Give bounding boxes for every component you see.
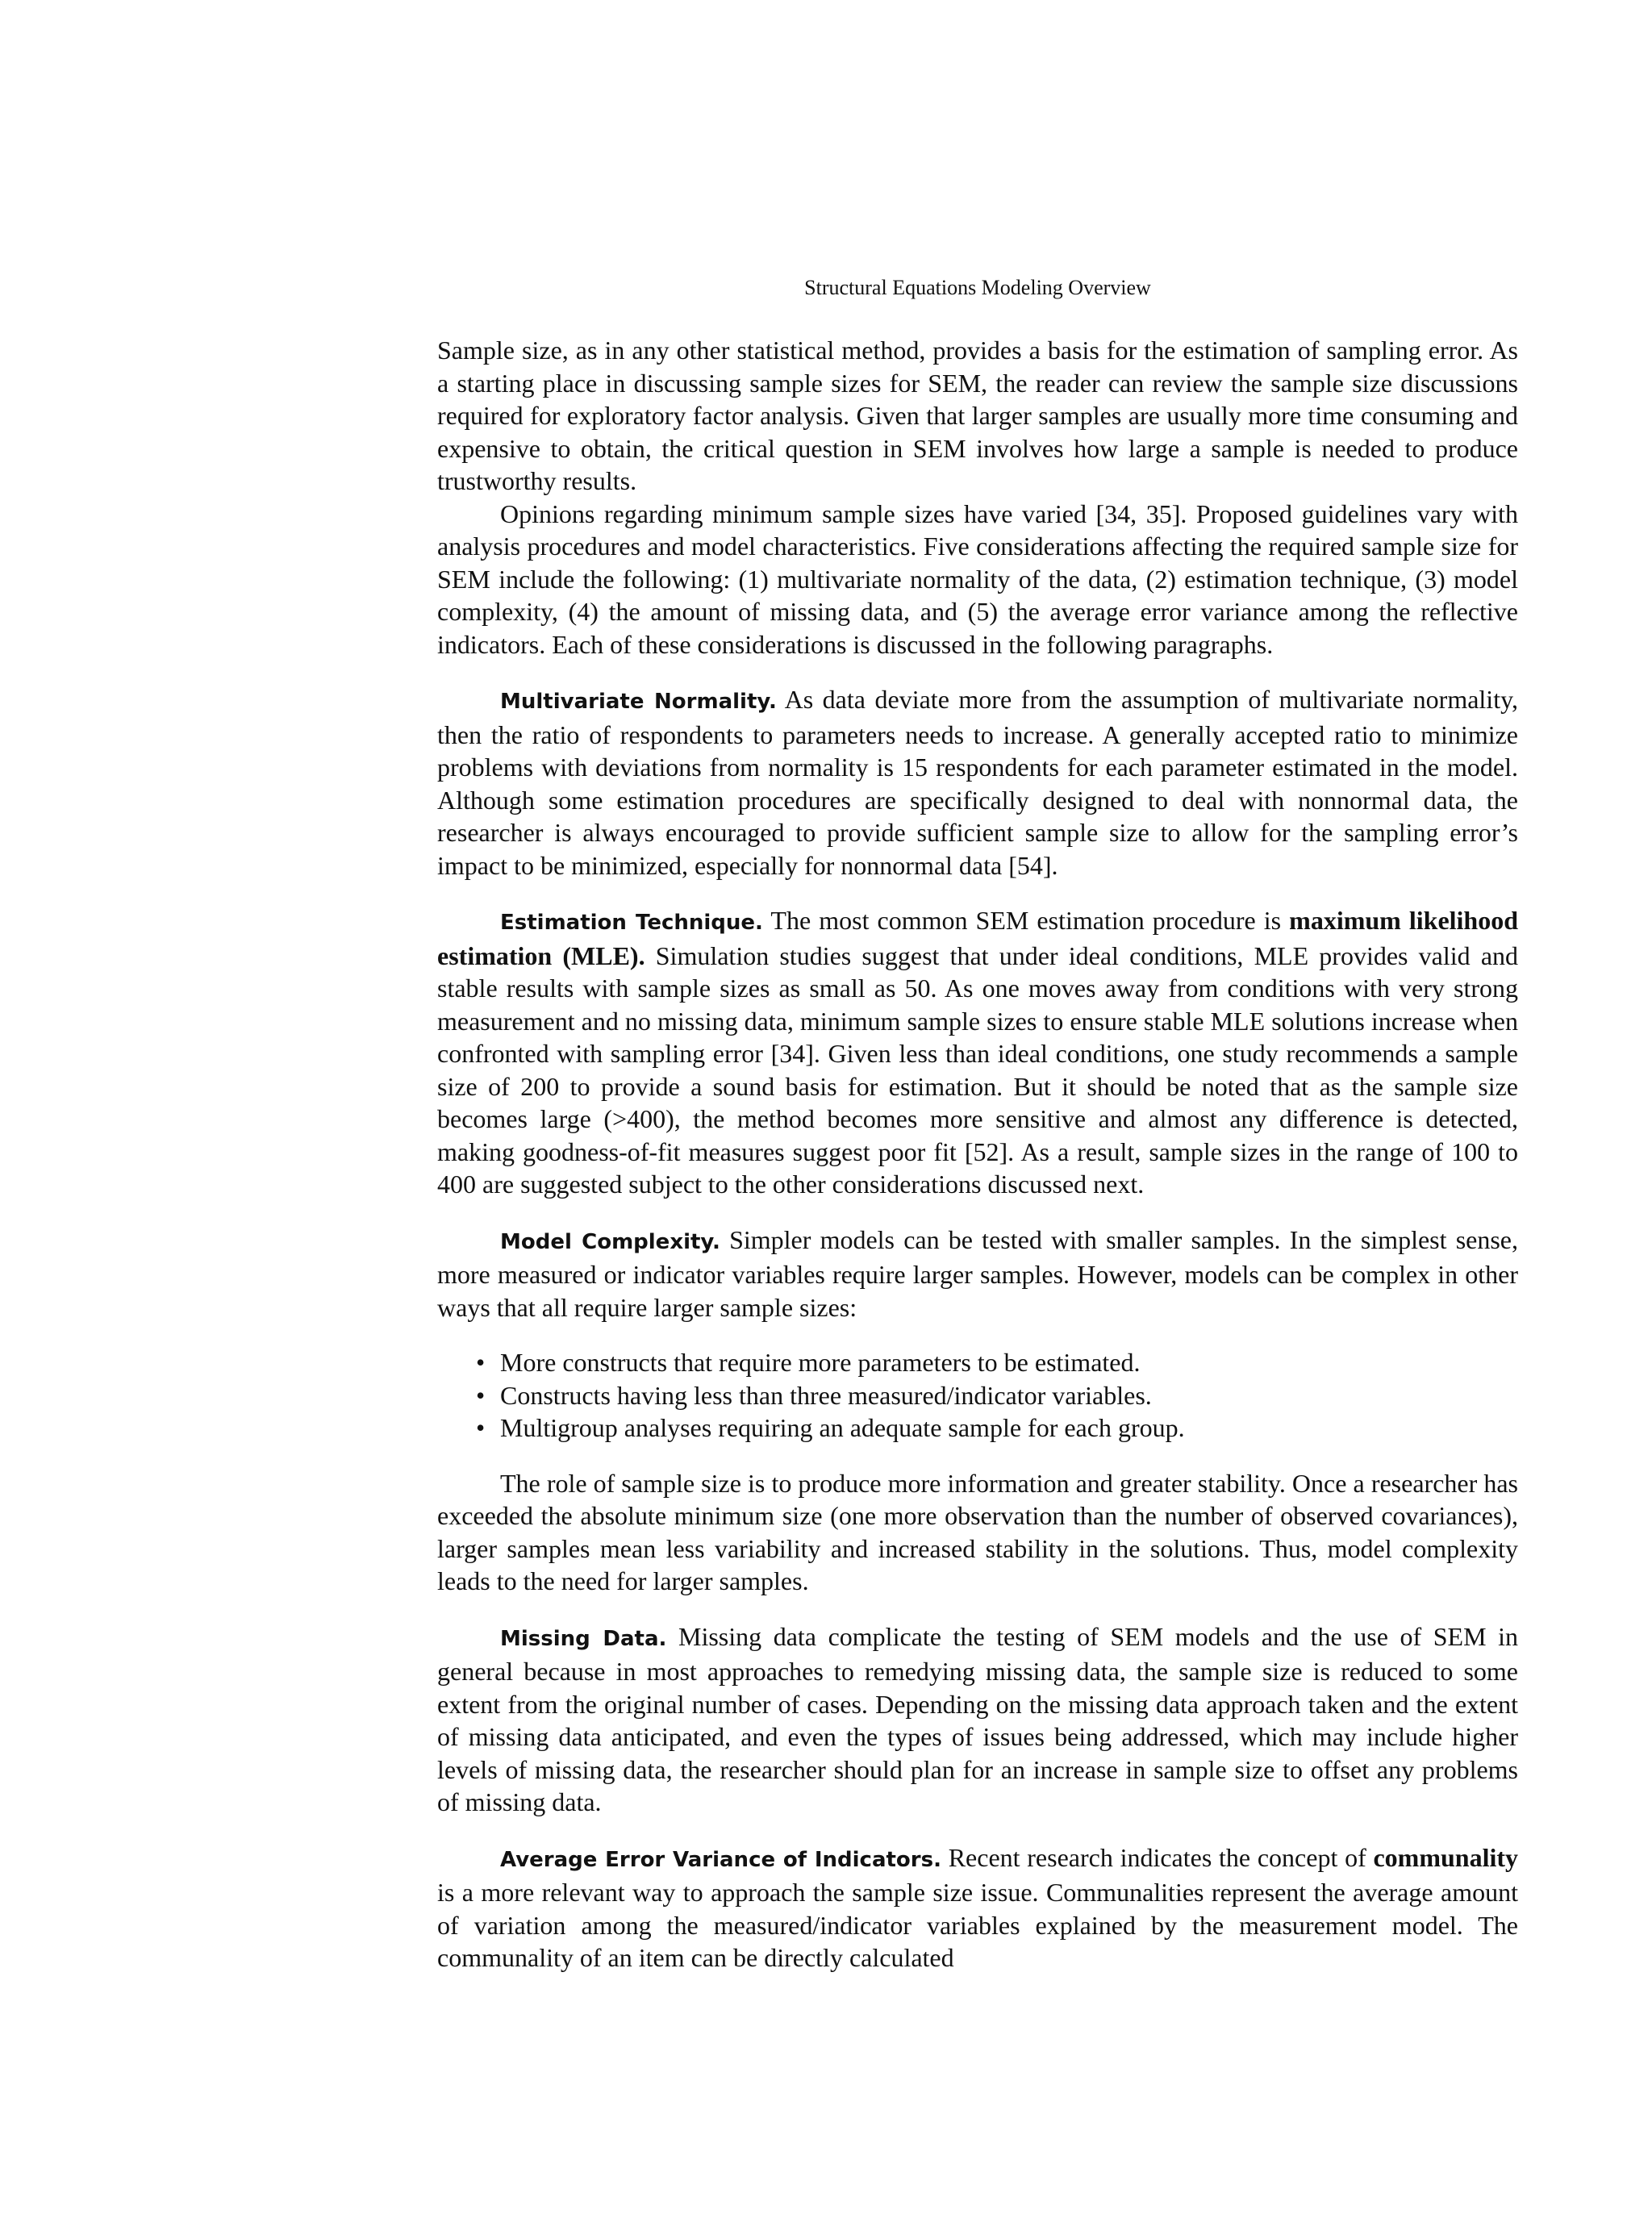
run-in-heading: Missing Data. (500, 1626, 667, 1651)
bullet-icon: • (476, 1413, 486, 1442)
run-in-heading: Multivariate Normality. (500, 690, 777, 714)
section-text: Recent research indicates the concept of (948, 1842, 1366, 1872)
section-multivariate-normality (437, 683, 1518, 882)
list-item (476, 1346, 1518, 1379)
run-in-heading: Estimation Technique. (500, 911, 763, 935)
section-model-complexity (437, 1224, 1518, 1324)
section-text: As data deviate more from the assumption of multivariate normality, then the ratio of respondents to parameters needs to increase. A generally accepted ratio to minimize problems with deviations from normality is 15 respondents for each parameter estimated in the model. Although some estimation procedures are specifically designed to deal with nonnormal data, the researcher is always encouraged to provide sufficient sample size to allow for the sampling error’s impact to be minimized, especially for nonnormal data [54]. (437, 685, 1519, 880)
section-text: The most common SEM estimation procedure is (770, 906, 1282, 935)
bullet-icon: • (476, 1380, 486, 1410)
complexity-bullet-list (437, 1346, 1518, 1445)
section-estimation-technique (437, 904, 1518, 1201)
section-text: Missing data complicate the testing of SEM models and the use of SEM in general because in most approaches to remedying missing data, the sample size is reduced to some extent from the original number of cases. Depending on the missing data approach taken and the extent of missing data anticipated, and even the types of issues being addressed, which may include higher levels of missing data, the researcher should plan for an increase in sample size to offset any problems of missing data. (437, 1621, 1519, 1816)
key-term: communality (1373, 1842, 1519, 1872)
section-text: is a more relevant way to approach the sample size issue. Communalities represent the average amount of variation among the measured/indicator variables explained by the measurement model. The communality of an item can be directly calculated (437, 1878, 1518, 1972)
section-missing-data (437, 1620, 1518, 1819)
document-page (437, 274, 1518, 1974)
run-in-heading: Model Complexity. (500, 1229, 720, 1254)
list-item-text: More constructs that require more parameters to be estimated. (500, 1348, 1141, 1377)
intro-paragraph-1: Sample size, as in any other statistical method, provides a basis for the estimation of sampling error. As a starting place in discussing sample sizes for SEM, the reader can review the sample size discussions required for exploratory factor analysis. Given that larger samples are usually more time consuming and expensive to obtain, the critical question in SEM involves how large a sample is needed to produce trustworthy results. (437, 336, 1518, 495)
list-item (476, 1411, 1518, 1445)
run-in-heading: Average Error Variance of Indicators. (500, 1847, 941, 1872)
complexity-follow-paragraph: The role of sample size is to produce more information and greater stability. Once a researcher has exceeded the absolute minimum size (one more observation than the number of observed covariances), larger samples mean less variability and increased stability in the solutions. Thus, model complexity leads to the need for larger samples. (437, 1468, 1518, 1595)
list-item (476, 1379, 1518, 1412)
section-average-error-variance (437, 1841, 1518, 1974)
intro-paragraph-2: Opinions regarding minimum sample sizes have varied [34, 35]. Proposed guidelines vary with analysis procedures and model characteristics. Five considerations affecting the required sample size for SEM include the following: (1) multivariate normality of the data, (2) estimation technique, (3) model complexity, (4) the amount of missing data, and (5) the average error variance among the reflective indicators. Each of these considerations is discussed in the following paragraphs. (437, 498, 1518, 659)
running-head: Structural Equations Modeling Overview (804, 276, 1151, 299)
list-item-text: Constructs having less than three measured/indicator variables. (500, 1380, 1152, 1410)
list-item-text: Multigroup analyses requiring an adequate sample for each group. (500, 1413, 1185, 1442)
key-term: maximum likelihood estimation (MLE). (437, 906, 1519, 970)
bullet-icon: • (476, 1348, 486, 1377)
section-text: Simpler models can be tested with smaller samples. In the simplest sense, more measured or indicator variables require larger samples. However, models can be complex in other ways that all require larger sample sizes: (437, 1224, 1519, 1322)
section-text: Simulation studies suggest that under ideal conditions, MLE provides valid and stable results with sample sizes as small as 50. As one moves away from conditions with very strong measurement and no missing data, minimum sample sizes to ensure stable MLE solutions increase when confronted with sampling error [34]. Given less than ideal conditions, one study recommends a sample size of 200 to provide a sound basis for estimation. But it should be noted that as the sample size becomes large (>400), the method becomes more sensitive and almost any difference is detected, making goodness-of-fit measures suggest poor fit [52]. As a result, sample sizes in the range of 100 to 400 are suggested subject to the other considerations discussed next. (437, 940, 1519, 1199)
